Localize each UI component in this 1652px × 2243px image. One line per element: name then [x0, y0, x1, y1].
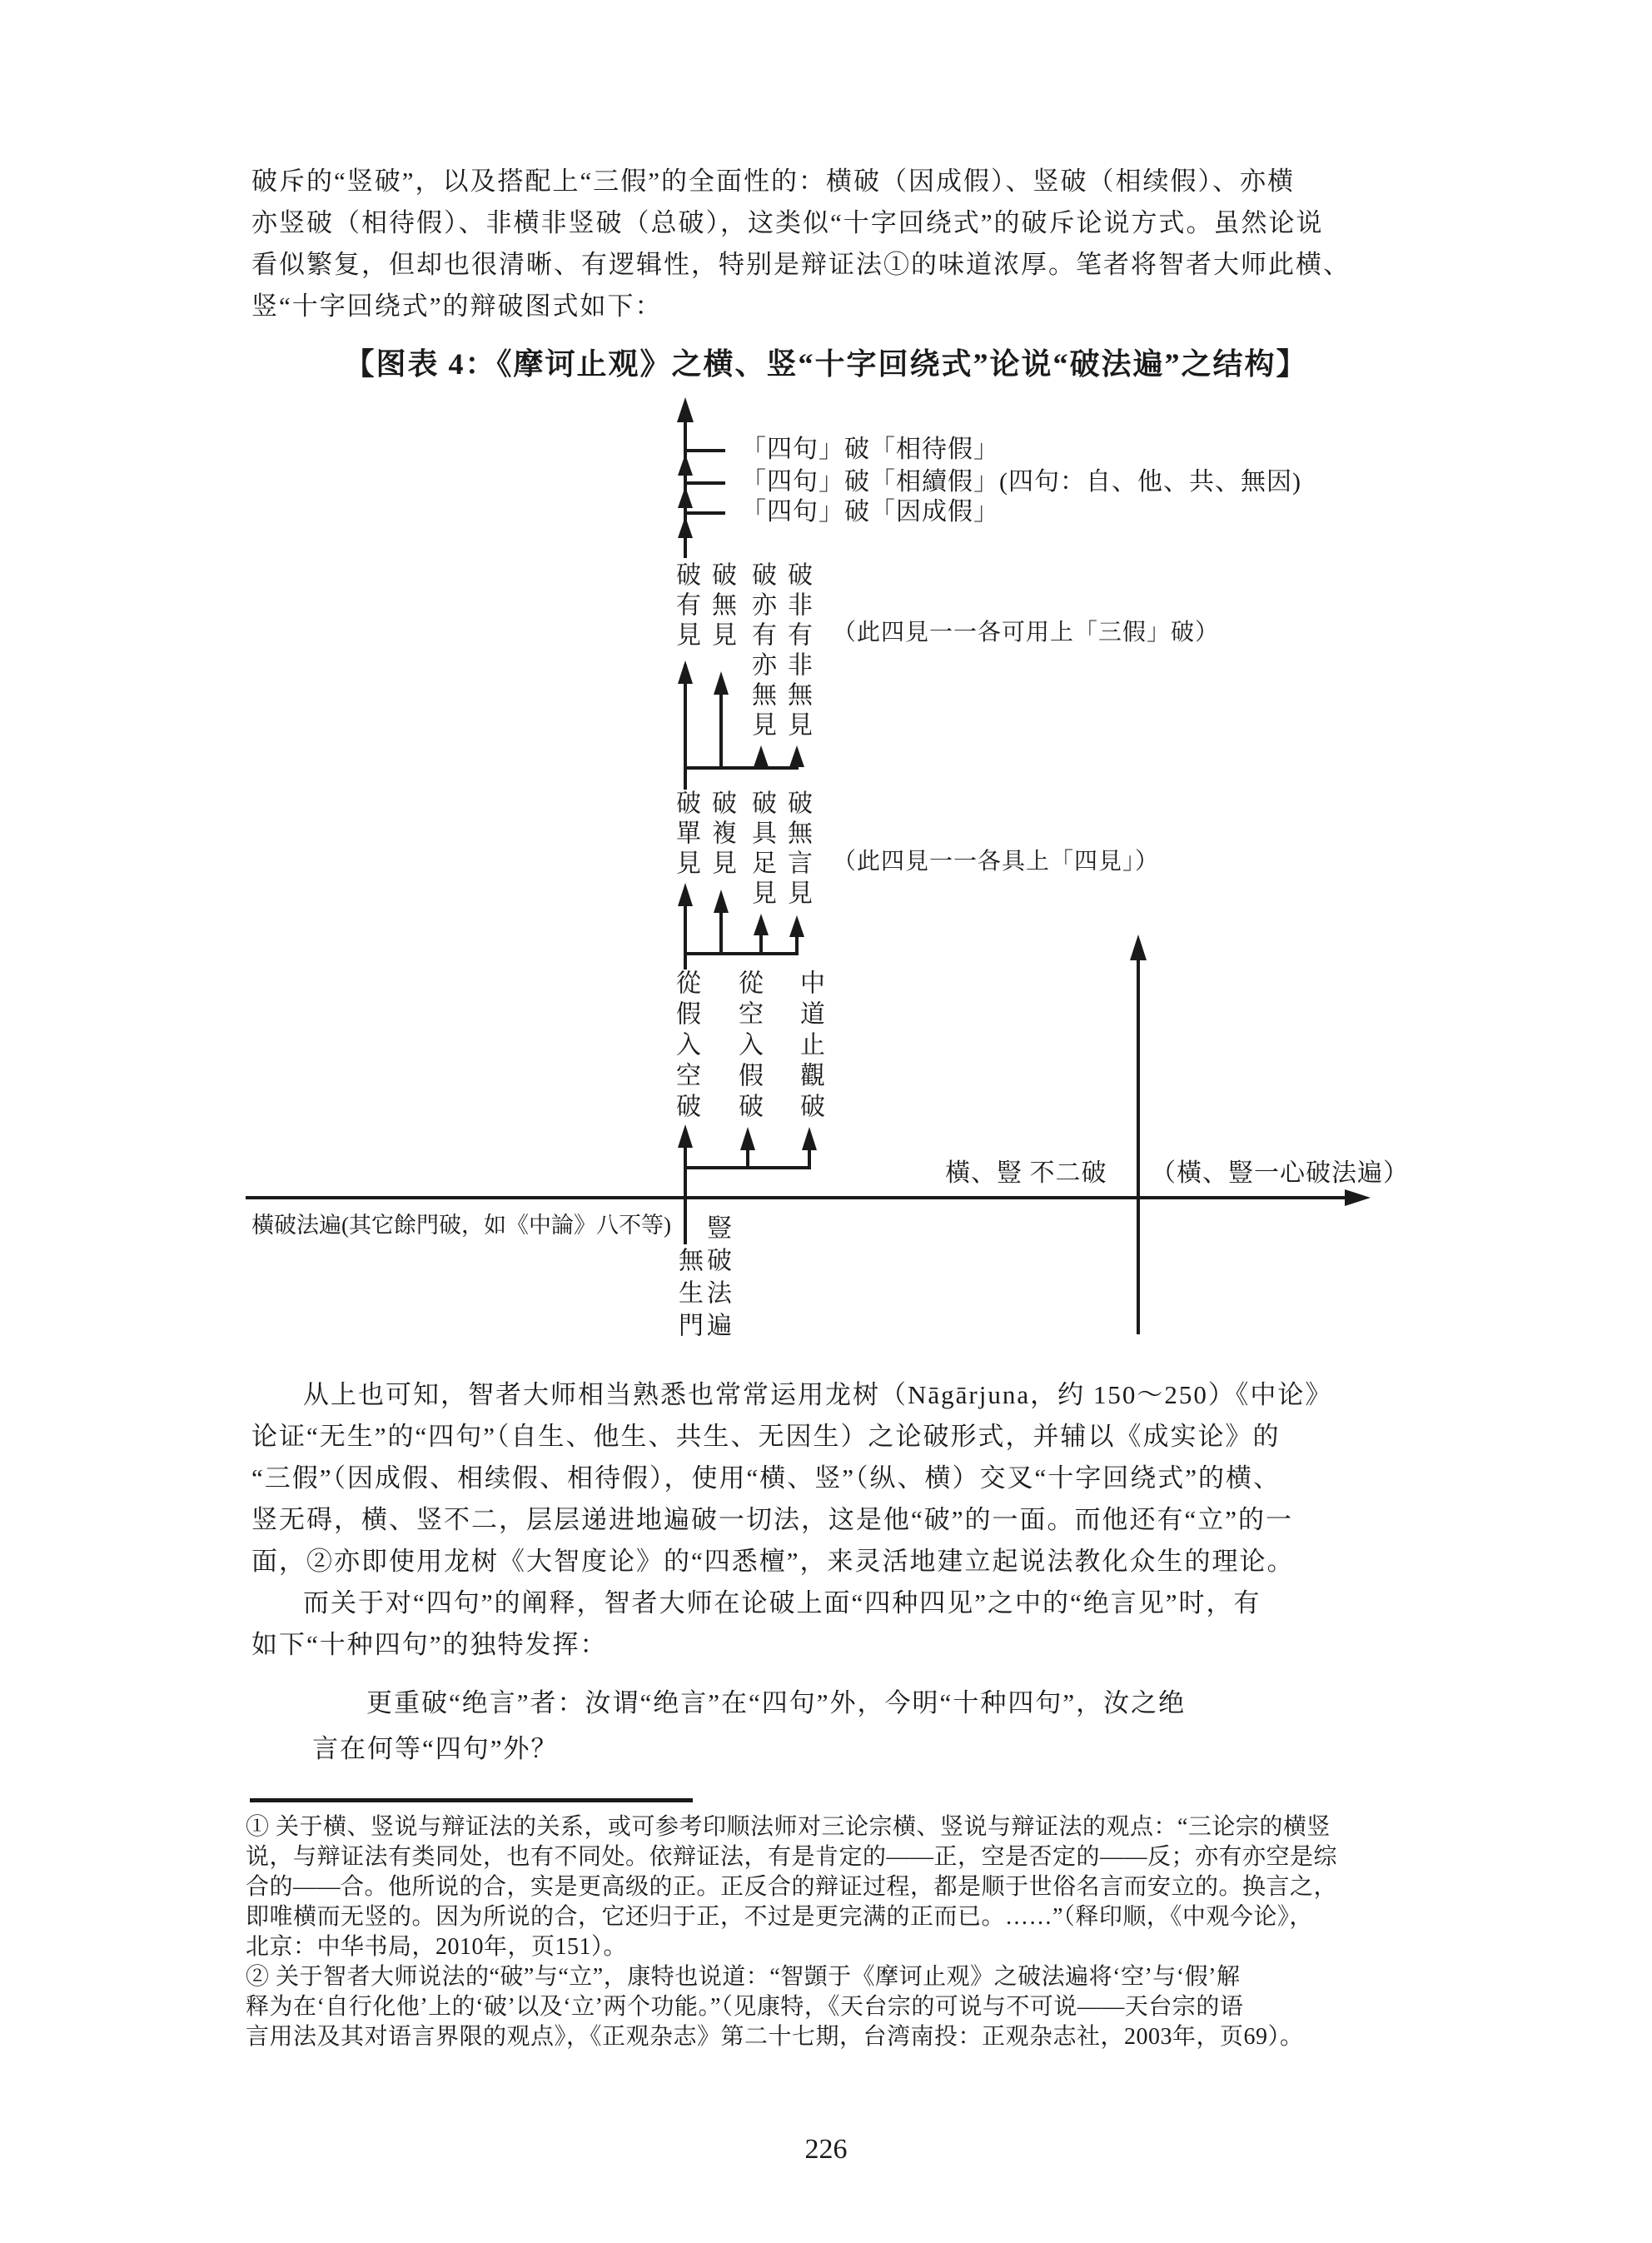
- diagram-annotation: （此四見一一各可用上「三假」破）: [833, 620, 1220, 645]
- footnote-1: [246, 1812, 1337, 1962]
- body-line: 如下“十种四句”的独特发挥：: [251, 1630, 608, 1659]
- body-line: 竖“十字回绕式”的辩破图式如下：: [251, 292, 663, 321]
- body-line: 看似繁复，但却也很清晰、有逻辑性，特别是辩证法①的味道浓厚。笔者将智者大师此横、: [251, 250, 1351, 279]
- footnote-line: 释为在‘自行化他’上的‘破’以及‘立’两个功能。”（见康特，《天台宗的可说与不可说——天台宗的语: [246, 1994, 1244, 2020]
- page-number: 226: [804, 2134, 848, 2165]
- footnote-line: 合的——合。他所说的合，实是更高级的正。正反合的辩证过程，都是顺于世俗名言而安立的。换言之，: [246, 1874, 1338, 1900]
- body-line: “三假”（因成假、相续假、相待假），使用“横、竖”（纵、横）交叉“十字回绕式”的横、: [251, 1463, 1281, 1493]
- block-quote: [251, 1680, 1186, 1772]
- axis-label-horizontal: 橫破法遍(其它餘門破，如《中論》八不等): [251, 1213, 671, 1238]
- tick-label: 「四句」破「相續假」(四句：自、他、共、無因): [741, 468, 1301, 496]
- footnote-line: 即唯横而无竖的。因为所说的合，它还归于正，不过是更完满的正而已。……”（释印顺，《中观今论》，: [246, 1904, 1313, 1930]
- body-line: 从上也可知，智者大师相当熟悉也常常运用龙树（Nāgārjuna，约 150～250）《中论》: [303, 1380, 1333, 1409]
- body-line: 竖无碍，横、竖不二，层层递进地遍破一切法，这是他“破”的一面。而他还有“立”的一: [251, 1505, 1294, 1534]
- footnote-2: [246, 1962, 1304, 2052]
- axis-label-nonduality-paren: （橫、豎一心破法遍）: [1151, 1159, 1409, 1187]
- tick-label: 「四句」破「相待假」: [741, 436, 999, 463]
- body-line: 亦竖破（相待假）、非横非竖破（总破），这类似“十字回绕式”的破斥论说方式。虽然论说: [251, 208, 1324, 237]
- body-line: 破斥的“竖破”，以及搭配上“三假”的全面性的：横破（因成假）、竖破（相续假）、亦横: [251, 167, 1296, 196]
- body-paragraph: [251, 1374, 1332, 1583]
- diagram-annotation: （此四見一一各具上「四見」）: [833, 849, 1160, 875]
- quote-line: 言在何等“四句”外？: [312, 1734, 559, 1763]
- diagram-column: 破具足見: [748, 790, 775, 910]
- axis-label-vertical-left: 無生門: [674, 1247, 702, 1344]
- diagram-column: 破無言見: [784, 790, 811, 910]
- diagram-column: 中道止觀破: [796, 969, 824, 1124]
- quote-line: 更重破“绝言”者：汝谓“绝言”在“四句”外，今明“十种四句”，汝之绝: [366, 1688, 1187, 1717]
- figure-title: 【图表 4：《摩诃止观》之横、竖“十字回绕式”论说“破法遍”之结构】: [344, 347, 1308, 381]
- diagram-column: 從假入空破: [672, 969, 699, 1124]
- diagram-column: 破非有非無見: [784, 561, 811, 741]
- body-line: 而关于对“四句”的阐释，智者大师在论破上面“四种四见”之中的“绝言见”时，有: [303, 1588, 1261, 1617]
- footnote-line: 言用法及其对语言界限的观点》，《正观杂志》第二十七期，台湾南投：正观杂志社，2003年，页69）。: [246, 2024, 1304, 2050]
- intro-paragraph: [251, 161, 1351, 327]
- body-paragraph: [251, 1583, 1261, 1666]
- body-line: 面，②亦即使用龙树《大智度论》的“四悉檀”，来灵活地建立起说法教化众生的理论。: [251, 1547, 1295, 1576]
- diagram-column: 破亦有亦無見: [748, 561, 775, 741]
- footnote-line: 北京：中华书局，2010年，页151）。: [246, 1934, 628, 1960]
- diagram-column: 破複見: [708, 790, 735, 880]
- diagram-column: 破無見: [708, 561, 735, 651]
- tick-label: 「四句」破「因成假」: [741, 498, 999, 526]
- footnote-line: 说，与辩证法有类同处，也有不同处。依辩证法，有是肯定的——正，空是否定的——反；亦有亦空是综: [246, 1844, 1338, 1870]
- footnote-line: ① 关于横、竖说与辩证法的关系，或可参考印顺法师对三论宗横、竖说与辩证法的观点：“三论宗的横竖: [246, 1814, 1331, 1840]
- axis-label-nonduality: 橫、豎 不二破: [945, 1159, 1107, 1187]
- body-line: 论证“无生”的“四句”（自生、他生、共生、无因生）之论破形式，并辅以《成实论》的: [251, 1422, 1281, 1451]
- diagram-column: 從空入假破: [734, 969, 762, 1124]
- footnote-line: ② 关于智者大师说法的“破”与“立”，康特也说道：“智顗于《摩诃止观》之破法遍将‘空’与‘假’解: [246, 1964, 1241, 1990]
- footnote-separator: [250, 1798, 693, 1802]
- axis-label-vertical-right: 豎破法遍: [703, 1214, 730, 1344]
- diagram-column: 破有見: [672, 561, 699, 651]
- diagram-column: 破單見: [672, 790, 699, 880]
